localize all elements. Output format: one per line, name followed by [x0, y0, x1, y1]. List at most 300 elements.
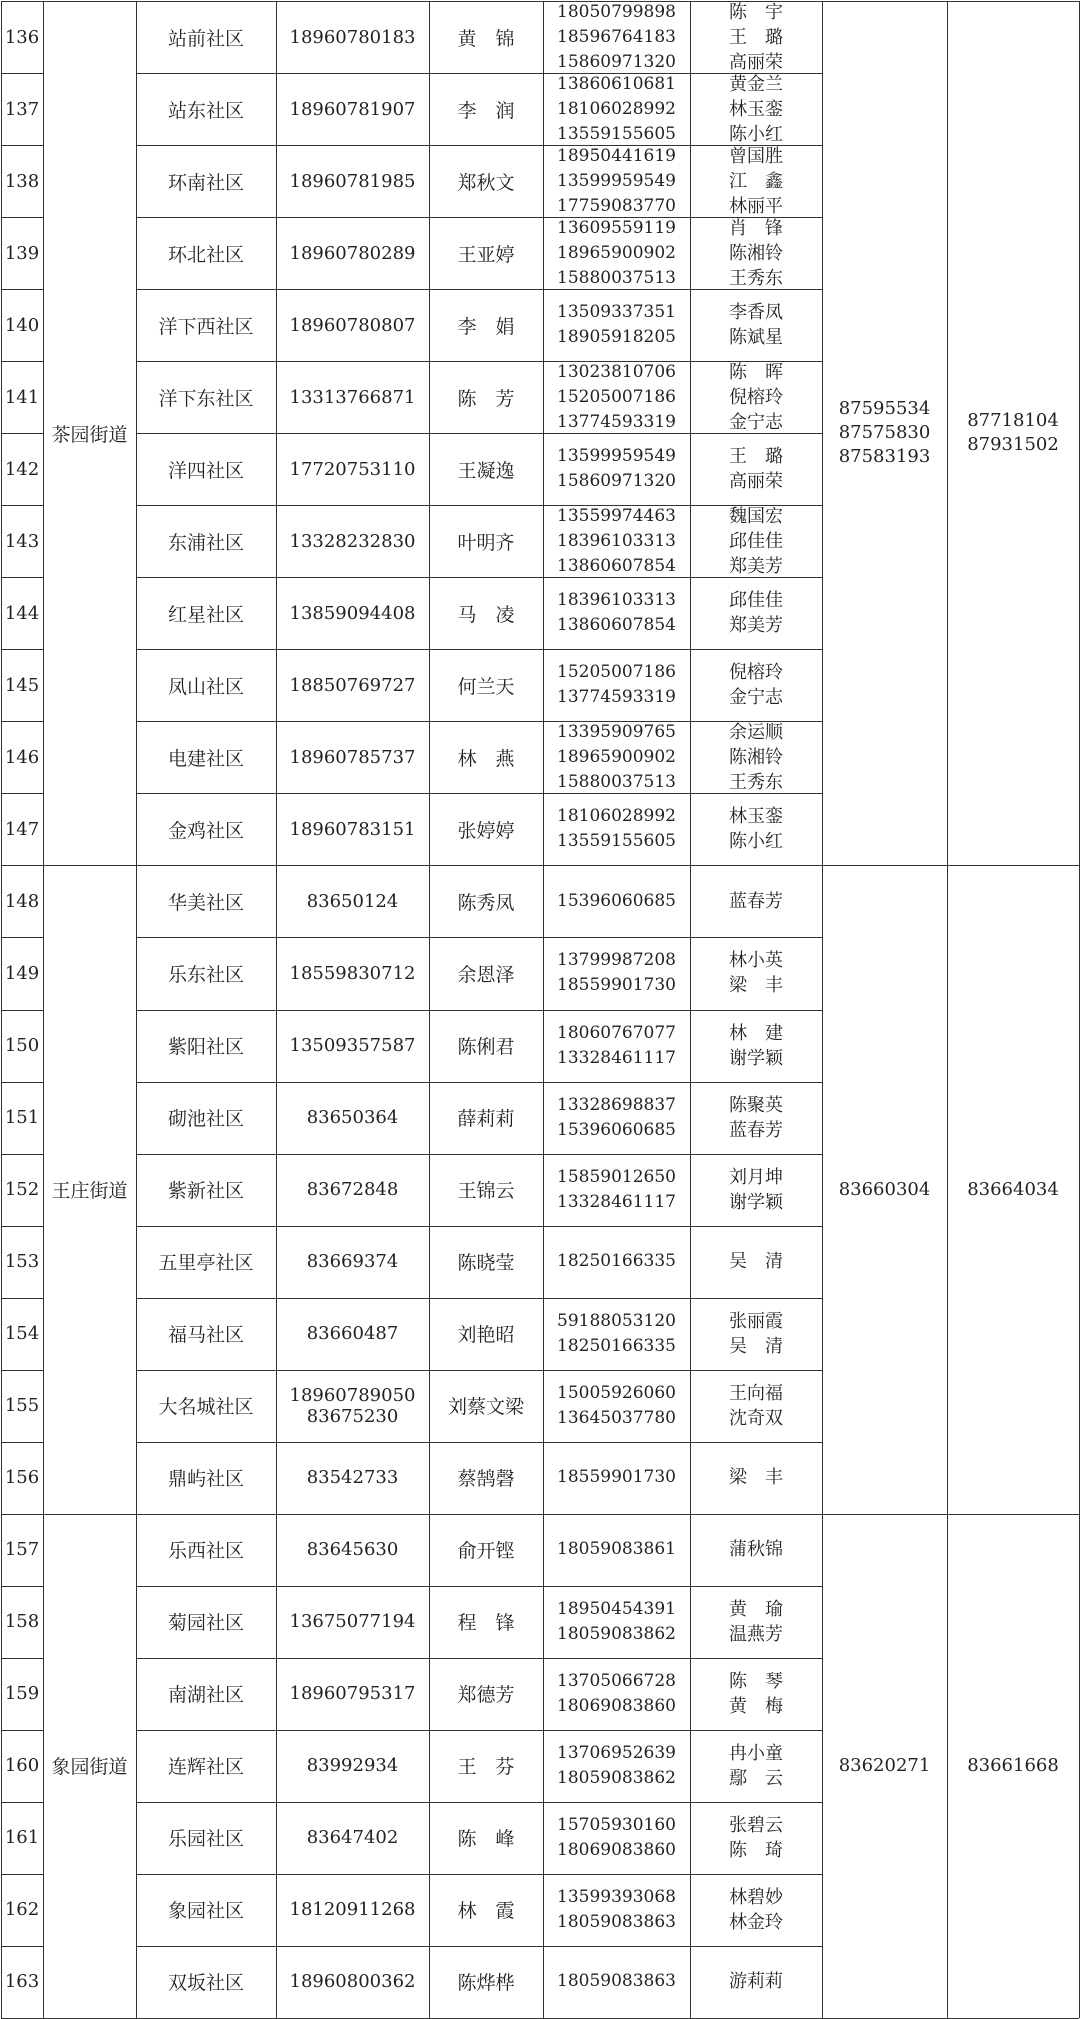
volunteer-names-text: 魏国宏: [729, 505, 783, 527]
row-number-text: 143: [4, 530, 40, 552]
contact-person-text: 王锦云: [457, 1180, 515, 1203]
district-office-phone: [822, 1514, 947, 2018]
district-office-phone-text: 87583193: [838, 446, 931, 468]
volunteer-names: [690, 73, 822, 145]
community-name: [136, 1082, 276, 1154]
community-phone: [276, 1154, 429, 1226]
community-name: [136, 1010, 276, 1082]
contact-person: [429, 1874, 543, 1946]
community-name-text: 环南社区: [167, 171, 244, 194]
volunteer-names-text: 江 鑫: [729, 170, 783, 192]
contact-person-text: 陈烨桦: [457, 1972, 515, 1995]
volunteer-phones-text: 13774593319: [557, 411, 676, 432]
volunteer-names-text: 李香凤: [729, 302, 783, 324]
community-name: [136, 1514, 276, 1586]
row-number: [1, 721, 43, 793]
row-number: [1, 1226, 43, 1298]
community-name: [136, 1, 276, 73]
volunteer-phones-text: 18106028992: [557, 98, 676, 119]
community-name: [136, 1946, 276, 2018]
volunteer-phones-text: 15205007186: [557, 386, 676, 407]
table-side-border: [1, 1, 2, 2018]
contact-person-text: 俞开铿: [457, 1540, 515, 1563]
volunteer-names-text: 陈 晖: [729, 361, 783, 383]
community-phone: [276, 1514, 429, 1586]
volunteer-phones-text: 18106028992: [557, 806, 676, 827]
volunteer-names: [690, 865, 822, 937]
row-number: [1, 1010, 43, 1082]
community-name-text: 双坂社区: [167, 1972, 244, 1995]
volunteer-names: [690, 1802, 822, 1874]
volunteer-names: [690, 1874, 822, 1946]
table-top-border: [1, 1, 1079, 2]
volunteer-phones-text: 13645037780: [557, 1407, 676, 1428]
volunteer-names-text: 冉小童: [729, 1742, 783, 1764]
district-name: [43, 865, 136, 1513]
volunteer-names-text: 肖 锋: [729, 217, 783, 239]
row-number: [1, 289, 43, 361]
contact-person: [429, 361, 543, 433]
district-office-phone: [822, 1, 947, 865]
volunteer-phones-text: 18250166335: [557, 1251, 676, 1272]
volunteer-phones-text: 15880037513: [557, 771, 676, 792]
community-phone: [276, 1586, 429, 1658]
community-name-text: 电建社区: [167, 747, 244, 770]
volunteer-phones-text: 18396103313: [557, 590, 676, 611]
volunteer-names-text: 林玉銮: [729, 806, 783, 828]
row-number-text: 137: [4, 98, 40, 120]
contact-person: [429, 793, 543, 865]
contact-person: [429, 937, 543, 1009]
contact-person: [429, 577, 543, 649]
row-number: [1, 145, 43, 217]
volunteer-phones-text: 13774593319: [557, 687, 676, 708]
volunteer-names-text: 蓝春芳: [729, 1119, 783, 1141]
volunteer-names-text: 林 建: [729, 1022, 783, 1044]
row-number: [1, 361, 43, 433]
row-number: [1, 1298, 43, 1370]
column-divider: [429, 1, 430, 2018]
volunteer-names: [690, 1370, 822, 1442]
contact-person-text: 林 霞: [457, 1900, 515, 1923]
volunteer-phones: [543, 1010, 690, 1082]
contact-person: [429, 1298, 543, 1370]
contact-person: [429, 505, 543, 577]
volunteer-phones-text: 13609559119: [557, 217, 676, 238]
contact-person: [429, 1226, 543, 1298]
volunteer-phones-text: 18059083862: [557, 1623, 676, 1644]
community-name-text: 五里亭社区: [158, 1252, 254, 1275]
community-phone-text: 18960800362: [289, 1971, 416, 1993]
volunteer-names-text: 蓝春芳: [729, 890, 783, 912]
row-number-text: 153: [4, 1251, 40, 1273]
volunteer-names-text: 金宁志: [729, 411, 783, 433]
contact-person-text: 王 芬: [457, 1756, 515, 1779]
contact-person: [429, 1154, 543, 1226]
contact-person: [429, 1010, 543, 1082]
volunteer-phones: [543, 1586, 690, 1658]
volunteer-phones: [543, 1370, 690, 1442]
community-name: [136, 721, 276, 793]
contact-person-text: 黄 锦: [457, 27, 515, 50]
volunteer-names-text: 吴 清: [729, 1251, 783, 1273]
community-name-text: 东浦社区: [167, 531, 244, 554]
volunteer-names-text: 黄金兰: [729, 73, 783, 95]
volunteer-phones: [543, 1658, 690, 1730]
volunteer-names: [690, 1946, 822, 2018]
volunteer-names: [690, 289, 822, 361]
community-phone: [276, 577, 429, 649]
volunteer-names-text: 王 璐: [729, 446, 783, 468]
row-number: [1, 793, 43, 865]
contact-person: [429, 433, 543, 505]
row-number: [1, 1586, 43, 1658]
contact-person: [429, 217, 543, 289]
volunteer-phones-text: 15860971320: [557, 51, 676, 72]
community-phone: [276, 1298, 429, 1370]
volunteer-names: [690, 1730, 822, 1802]
volunteer-names-text: 陈 琦: [729, 1839, 783, 1861]
volunteer-names-text: 王 璐: [729, 26, 783, 48]
community-phone: [276, 1, 429, 73]
row-number-text: 139: [4, 242, 40, 264]
community-name-text: 鼎屿社区: [167, 1468, 244, 1491]
volunteer-names-text: 邱佳佳: [729, 530, 783, 552]
row-number: [1, 1370, 43, 1442]
volunteer-names-text: 张丽霞: [729, 1310, 783, 1332]
row-number-text: 163: [4, 1971, 40, 1993]
column-divider: [276, 1, 277, 2018]
volunteer-phones-text: 15396060685: [557, 1119, 676, 1140]
row-number-text: 159: [4, 1683, 40, 1705]
contact-person: [429, 1802, 543, 1874]
volunteer-phones: [543, 145, 690, 217]
volunteer-phones-text: 13023810706: [557, 361, 676, 382]
community-name-text: 菊园社区: [167, 1612, 244, 1635]
community-name-text: 站前社区: [167, 27, 244, 50]
community-phone: [276, 73, 429, 145]
volunteer-names-text: 吴 清: [729, 1335, 783, 1357]
volunteer-phones: [543, 1082, 690, 1154]
contact-person: [429, 1082, 543, 1154]
volunteer-phones-text: 13599393068: [557, 1886, 676, 1907]
volunteer-names: [690, 1226, 822, 1298]
volunteer-names-text: 陈小红: [729, 123, 783, 145]
volunteer-phones: [543, 1514, 690, 1586]
volunteer-names-text: 陈小红: [729, 831, 783, 853]
row-number: [1, 937, 43, 1009]
row-number-text: 142: [4, 458, 40, 480]
volunteer-names: [690, 1010, 822, 1082]
volunteer-phones-text: 13328461117: [557, 1191, 676, 1212]
volunteer-names-text: 黄 梅: [729, 1695, 783, 1717]
volunteer-phones-text: 17759083770: [557, 195, 676, 216]
row-number-text: 144: [4, 602, 40, 624]
volunteer-phones: [543, 1298, 690, 1370]
volunteer-names: [690, 1442, 822, 1514]
volunteer-phones: [543, 433, 690, 505]
district-name: [43, 1514, 136, 2018]
volunteer-phones-text: 18069083860: [557, 1695, 676, 1716]
volunteer-names: [690, 1514, 822, 1586]
contact-person: [429, 73, 543, 145]
volunteer-names-text: 陈 宇: [729, 1, 783, 23]
volunteer-phones-text: 18250166335: [557, 1335, 676, 1356]
volunteer-phones: [543, 721, 690, 793]
community-name-text: 凤山社区: [167, 675, 244, 698]
volunteer-phones: [543, 289, 690, 361]
row-number-text: 154: [4, 1323, 40, 1345]
volunteer-names-text: 林小英: [729, 950, 783, 972]
volunteer-names-text: 金宁志: [729, 687, 783, 709]
contact-person-text: 叶明齐: [457, 531, 515, 554]
community-phone: [276, 1010, 429, 1082]
volunteer-names-text: 陈斌星: [729, 327, 783, 349]
row-number-text: 138: [4, 170, 40, 192]
volunteer-names: [690, 1586, 822, 1658]
volunteer-names: [690, 793, 822, 865]
community-name-text: 金鸡社区: [167, 819, 244, 842]
community-phone-text: 18960789050: [289, 1384, 416, 1406]
volunteer-phones-text: 13599959549: [557, 170, 676, 191]
community-phone-text: 83675230: [306, 1405, 399, 1427]
contact-person-text: 陈晓莹: [457, 1252, 515, 1275]
volunteer-phones-text: 18559901730: [557, 975, 676, 996]
community-name-text: 乐园社区: [167, 1828, 244, 1851]
contact-person-text: 陈俐君: [457, 1036, 515, 1059]
community-phone-text: 18960780289: [289, 242, 416, 264]
contact-person-text: 林 燕: [457, 747, 515, 770]
volunteer-names-text: 郑美芳: [729, 615, 783, 637]
contact-person: [429, 289, 543, 361]
row-number: [1, 1730, 43, 1802]
volunteer-names-text: 陈湘铃: [729, 242, 783, 264]
community-phone: [276, 1658, 429, 1730]
community-name-text: 紫阳社区: [167, 1036, 244, 1059]
volunteer-phones: [543, 1730, 690, 1802]
community-name: [136, 1730, 276, 1802]
contact-person-text: 陈 峰: [457, 1828, 515, 1851]
community-name-text: 大名城社区: [158, 1396, 254, 1419]
community-phone: [276, 145, 429, 217]
volunteer-phones-text: 13706952639: [557, 1742, 676, 1763]
contact-person-text: 何兰天: [457, 675, 515, 698]
row-number-text: 145: [4, 674, 40, 696]
contact-person: [429, 865, 543, 937]
contact-person-text: 郑秋文: [457, 171, 515, 194]
community-phone: [276, 1370, 429, 1442]
contact-person: [429, 649, 543, 721]
volunteer-names-text: 王向福: [729, 1382, 783, 1404]
contact-person-text: 王凝逸: [457, 459, 515, 482]
volunteer-phones-text: 13559155605: [557, 831, 676, 852]
community-phone: [276, 721, 429, 793]
volunteer-phones-text: 18069083860: [557, 1839, 676, 1860]
row-number: [1, 1154, 43, 1226]
volunteer-phones: [543, 1874, 690, 1946]
community-name: [136, 649, 276, 721]
volunteer-names-text: 蒲秋锦: [729, 1539, 783, 1561]
contact-person: [429, 1, 543, 73]
row-number: [1, 1442, 43, 1514]
community-phone-text: 17720753110: [289, 458, 416, 480]
community-name: [136, 1586, 276, 1658]
community-phone: [276, 505, 429, 577]
contact-person-text: 马 凌: [457, 603, 515, 626]
contact-person: [429, 1586, 543, 1658]
community-phone: [276, 649, 429, 721]
volunteer-phones-text: 13328698837: [557, 1094, 676, 1115]
community-name: [136, 145, 276, 217]
volunteer-names: [690, 721, 822, 793]
row-number: [1, 1514, 43, 1586]
volunteer-phones-text: 13860607854: [557, 615, 676, 636]
volunteer-phones-text: 18396103313: [557, 530, 676, 551]
volunteer-names-text: 高丽荣: [729, 471, 783, 493]
community-name: [136, 1370, 276, 1442]
community-name: [136, 1442, 276, 1514]
community-name: [136, 1802, 276, 1874]
volunteer-names: [690, 1, 822, 73]
volunteer-phones-text: 15859012650: [557, 1166, 676, 1187]
community-phone: [276, 1082, 429, 1154]
contact-person: [429, 1730, 543, 1802]
contact-person: [429, 1658, 543, 1730]
volunteer-names: [690, 649, 822, 721]
community-phone-text: 18960781985: [289, 170, 416, 192]
column-divider: [43, 1, 44, 2018]
contact-person-text: 余恩泽: [457, 963, 515, 986]
row-number-text: 162: [4, 1899, 40, 1921]
volunteer-phones-text: 18059083863: [557, 1971, 676, 1992]
community-name: [136, 937, 276, 1009]
volunteer-phones-text: 18950454391: [557, 1598, 676, 1619]
volunteer-phones: [543, 937, 690, 1009]
volunteer-names-text: 刘月坤: [729, 1166, 783, 1188]
row-number: [1, 1874, 43, 1946]
community-name: [136, 1226, 276, 1298]
contact-person-text: 薛莉莉: [457, 1108, 515, 1131]
volunteer-phones: [543, 1154, 690, 1226]
community-name-text: 砌池社区: [167, 1108, 244, 1131]
district-hotline-phone-text: 87931502: [967, 434, 1059, 456]
volunteer-names: [690, 361, 822, 433]
volunteer-phones-text: 13705066728: [557, 1670, 676, 1691]
community-phone: [276, 1874, 429, 1946]
community-name-text: 站东社区: [167, 99, 244, 122]
community-phone-text: 83660487: [306, 1323, 399, 1345]
contact-person: [429, 1514, 543, 1586]
community-phone: [276, 1730, 429, 1802]
row-number: [1, 1082, 43, 1154]
volunteer-phones-text: 15880037513: [557, 267, 676, 288]
row-number-text: 155: [4, 1395, 40, 1417]
community-phone: [276, 865, 429, 937]
row-number-text: 147: [4, 818, 40, 840]
volunteer-names-text: 倪榕玲: [729, 386, 783, 408]
district-hotline-phone: [947, 1514, 1079, 2018]
volunteer-names-text: 林碧妙: [729, 1886, 783, 1908]
community-phone: [276, 217, 429, 289]
volunteer-phones-text: 18050799898: [557, 1, 676, 22]
community-name: [136, 1658, 276, 1730]
volunteer-names-text: 林玉銮: [729, 98, 783, 120]
contact-person: [429, 1370, 543, 1442]
volunteer-phones: [543, 1442, 690, 1514]
column-divider: [690, 1, 691, 2018]
contact-person-text: 陈 芳: [457, 387, 515, 410]
community-name-text: 洋下西社区: [158, 315, 254, 338]
row-number-text: 146: [4, 746, 40, 768]
volunteer-names-text: 陈聚英: [729, 1094, 783, 1116]
volunteer-phones-text: 18965900902: [557, 242, 676, 263]
community-phone-text: 83672848: [306, 1179, 399, 1201]
community-phone-text: 18120911268: [289, 1899, 416, 1921]
volunteer-phones-text: 18060767077: [557, 1022, 676, 1043]
community-phone: [276, 793, 429, 865]
community-name: [136, 1298, 276, 1370]
volunteer-phones-text: 13599959549: [557, 446, 676, 467]
community-name: [136, 73, 276, 145]
community-phone-text: 13859094408: [289, 602, 416, 624]
volunteer-names: [690, 1658, 822, 1730]
row-number-text: 149: [4, 962, 40, 984]
community-phone-text: 13328232830: [289, 530, 416, 552]
contact-person-text: 王亚婷: [457, 243, 515, 266]
row-number-text: 156: [4, 1467, 40, 1489]
contact-person-text: 陈秀凤: [457, 891, 515, 914]
volunteer-names-text: 王秀东: [729, 771, 783, 793]
volunteer-names-text: 谢学颖: [729, 1191, 783, 1213]
row-number-text: 152: [4, 1179, 40, 1201]
volunteer-names-text: 梁 丰: [729, 975, 783, 997]
volunteer-phones-text: 15396060685: [557, 890, 676, 911]
volunteer-names-text: 林丽平: [729, 195, 783, 217]
volunteer-names-text: 谢学颖: [729, 1047, 783, 1069]
volunteer-phones-text: 18950441619: [557, 145, 676, 166]
row-number: [1, 1658, 43, 1730]
volunteer-phones-text: 13860607854: [557, 555, 676, 576]
contact-person-text: 刘蔡文梁: [447, 1396, 524, 1419]
community-name: [136, 289, 276, 361]
contact-person-text: 郑德芳: [457, 1684, 515, 1707]
contact-person: [429, 721, 543, 793]
community-phone: [276, 1226, 429, 1298]
district-hotline-phone: [947, 865, 1079, 1513]
district-office-phone: [822, 865, 947, 1513]
community-name: [136, 1154, 276, 1226]
volunteer-phones-text: 18559901730: [557, 1467, 676, 1488]
volunteer-names-text: 温燕芳: [729, 1623, 783, 1645]
volunteer-names-text: 梁 丰: [729, 1467, 783, 1489]
community-phone-text: 18960783151: [289, 818, 416, 840]
volunteer-phones-text: 18059083862: [557, 1767, 676, 1788]
community-name-text: 乐东社区: [167, 963, 244, 986]
community-name-text: 洋四社区: [167, 459, 244, 482]
community-name: [136, 1874, 276, 1946]
community-phone: [276, 433, 429, 505]
row-number-text: 151: [4, 1107, 40, 1129]
community-name: [136, 217, 276, 289]
volunteer-phones-text: 13559974463: [557, 505, 676, 526]
contact-person-text: 张婷婷: [457, 819, 515, 842]
row-number-text: 160: [4, 1755, 40, 1777]
row-number: [1, 1802, 43, 1874]
community-phone: [276, 361, 429, 433]
volunteer-names: [690, 577, 822, 649]
community-phone: [276, 1442, 429, 1514]
row-number-text: 161: [4, 1827, 40, 1849]
